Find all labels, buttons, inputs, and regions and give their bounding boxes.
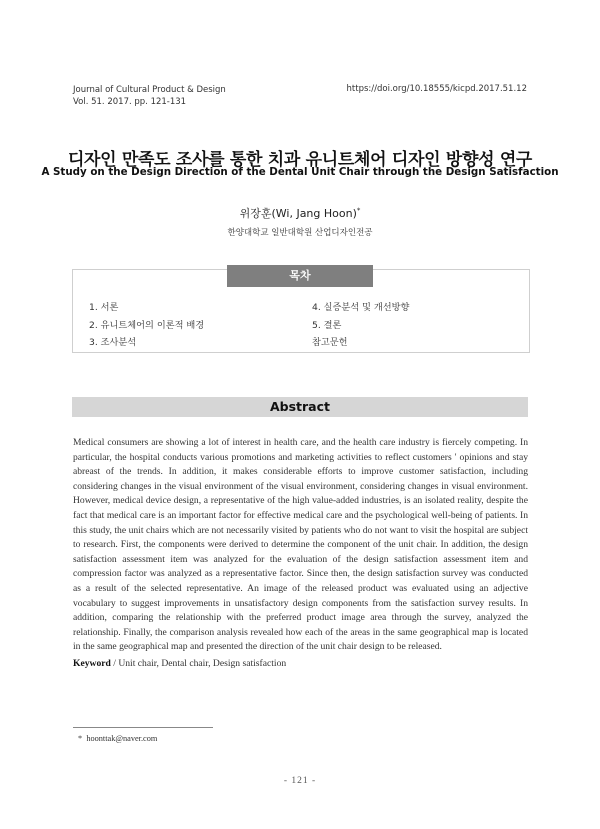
abstract-heading: Abstract (269, 399, 331, 414)
journal-info (73, 84, 226, 108)
footnote-mark: * (78, 734, 83, 743)
journal-volume: Vol. 51. 2017. pp. 121-131 (73, 97, 187, 107)
title-english: A Study on the Design Direction of the Dental Unit Chair through the Design Satisfaction (41, 166, 559, 178)
author-affiliation: 한양대학교 일반대학원 산업디자인전공 (227, 228, 373, 238)
keyword-list: Unit chair, Dental chair, Design satisfaction (118, 658, 287, 669)
footnote-divider (73, 727, 213, 728)
toc-item[interactable]: 4. 실증분석 및 개선방향 (312, 302, 410, 313)
toc-item[interactable]: 2. 유니트체어의 이론적 배경 (89, 320, 205, 331)
toc-item[interactable]: 1. 서론 (89, 302, 119, 313)
journal-name: Journal of Cultural Product & Design (73, 85, 226, 95)
toc-item[interactable]: 5. 결론 (312, 320, 342, 331)
abstract-body: Medical consumers are showing a lot of interest in health care, and the health care industry is fiercely competing. In particular, the hospital conducts various promotions and marketing activities to reflect customers ' opinions and stay abreast of the trends. In addition, it makes considerable efforts to improve customer satisfaction, including considering changes in the visual environment of the visual environment, considering changes in visual environment. However, medical device design, a representative of the high value-added industries, is an isolated reality, despite the fact that medical care is an important factor for effective medical care and the psychological well-being of patients. In this study, the unit chairs which are not necessarily visited by patients who do not want to visit the hospital are subject to research. First, the components were derived to determine the component of the unit chair. In addition, the design satisfaction assessment item was analyzed for the evaluation of the design satisfaction assessment item and compression factor was analyzed as a representative factor. Since then, the design satisfaction survey was conducted as a result of the selected representative. An image of the released product was evaluated using an adjective vocabulary to suggest improvements in unsatisfactory design components from the satisfaction survey results. In addition, comparing the relationship with the preferred product image area through the survey, analyzed the relationship. Finally, the comparison analysis revealed how each of the areas in the same geographical map is located in the same geographical map and presented the direction of the unit chair design to be released. (73, 437, 528, 653)
author-name: 위장훈(Wi, Jang Hoon) (239, 207, 357, 220)
footnote (78, 734, 157, 743)
doi-link[interactable]: https://doi.org/10.18555/kicpd.2017.51.12 (346, 84, 527, 94)
toc-item[interactable]: 참고문헌 (312, 337, 348, 348)
toc-item[interactable]: 3. 조사분석 (89, 337, 137, 348)
title-korean: 디자인 만족도 조사를 통한 치과 유니트체어 디자인 방향성 연구 (67, 150, 533, 170)
keyword-label: Keyword (73, 658, 111, 669)
author-email[interactable]: hoonttak@naver.com (86, 734, 158, 743)
page-number: - 121 - (283, 776, 317, 786)
keyword-line: Keyword / Unit chair, Dental chair, Design satisfaction (73, 658, 287, 669)
author-line (0, 205, 600, 221)
toc-heading: 목차 (227, 265, 373, 287)
author-footnote-mark: * (356, 206, 361, 215)
